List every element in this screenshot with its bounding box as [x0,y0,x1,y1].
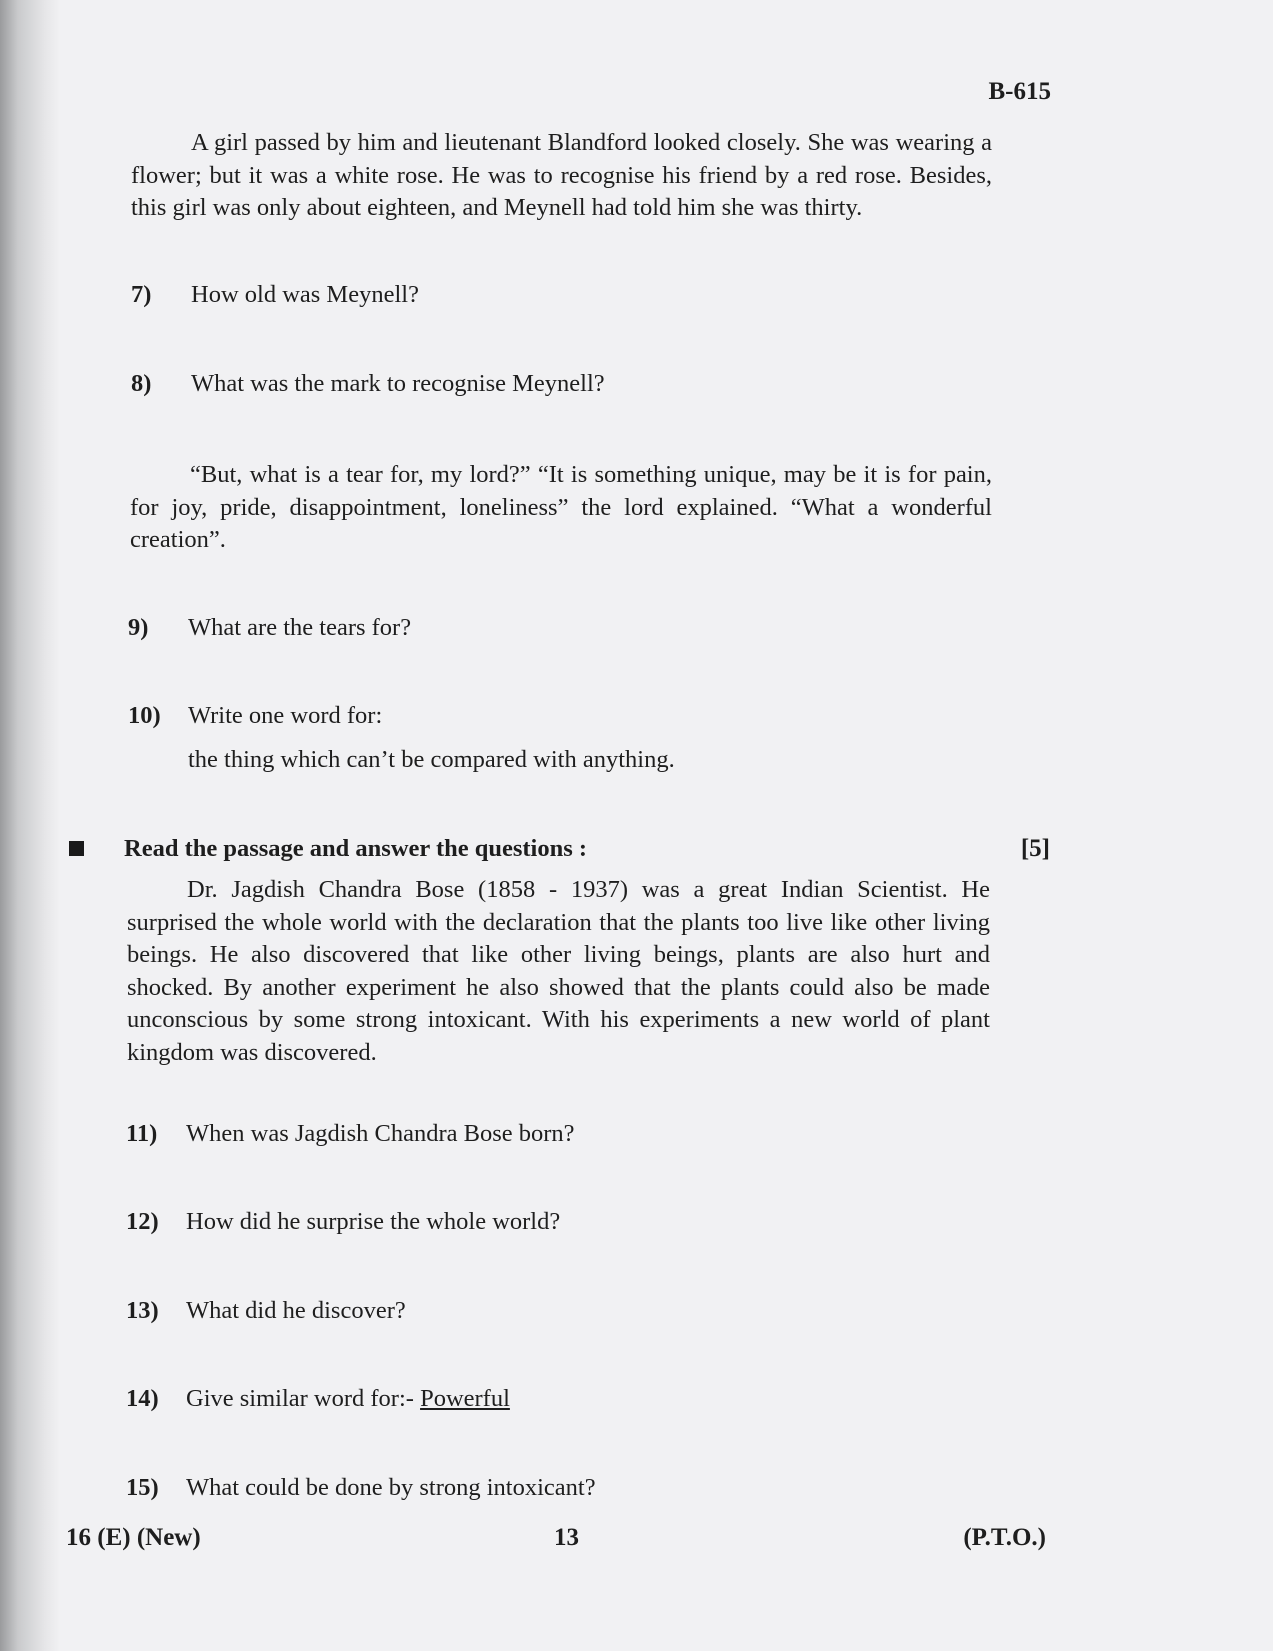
question-9-text: What are the tears for? [188,614,412,641]
page-number: 13 [554,1524,579,1551]
question-8-number: 8) [131,370,152,397]
question-11-number: 11) [126,1120,158,1147]
question-14-number: 14) [126,1385,159,1412]
question-14-text: Give similar word for:- [186,1385,421,1412]
page-edge-shadow [0,0,60,1651]
section-marks: [5] [1020,835,1050,862]
question-10-subtext: the thing which can’t be compared with anything. [188,746,675,773]
footer-pto: (P.T.O.) [963,1524,1046,1551]
bullet-square-icon [69,841,84,856]
section-title: Read the passage and answer the questions : [124,835,588,862]
question-10-number: 10) [128,702,161,729]
question-9-number: 9) [128,614,149,641]
passage-tear: “But, what is a tear for, my lord?” “It is something unique, may be it is for pain, for joy, pride, disappointment, loneliness” the lord explained. “What a wonderful creation”. [130,461,992,553]
question-11-text: When was Jagdish Chandra Bose born? [186,1120,575,1147]
paper-code: B-615 [988,78,1051,105]
question-8-text: What was the mark to recognise Meynell? [191,370,605,397]
question-13-text: What did he discover? [186,1297,406,1324]
passage-rose: A girl passed by him and lieutenant Blandford looked closely. She was wearing a flower; but it was a white rose. He was to recognise his friend by a red rose. Besides, this girl was only about eighteen, and Meynell had told him she was thirty. [131,129,992,221]
question-10-text: Write one word for: [188,702,383,729]
question-12-number: 12) [126,1208,159,1235]
footer-left: 16 (E) (New) [66,1524,201,1551]
question-14-underlined-word: Powerful [420,1385,510,1412]
question-7-text: How old was Meynell? [191,281,419,308]
question-12-text: How did he surprise the whole world? [186,1208,561,1235]
passage-bose: Dr. Jagdish Chandra Bose (1858 - 1937) was a great Indian Scientist. He surprised the whole world with the declaration that the plants too live like other living beings. He also discovered that like other living beings, plants are also hurt and shocked. By another experiment he also showed that the plants could also be made unconscious by some strong intoxicant. With his experiments a new world of plant kingdom was discovered. [127,876,990,1066]
question-15-number: 15) [126,1474,159,1501]
question-15-text: What could be done by strong intoxicant? [186,1474,596,1501]
question-7-number: 7) [131,281,152,308]
question-14-line [186,1385,510,1413]
question-13-number: 13) [126,1297,159,1324]
